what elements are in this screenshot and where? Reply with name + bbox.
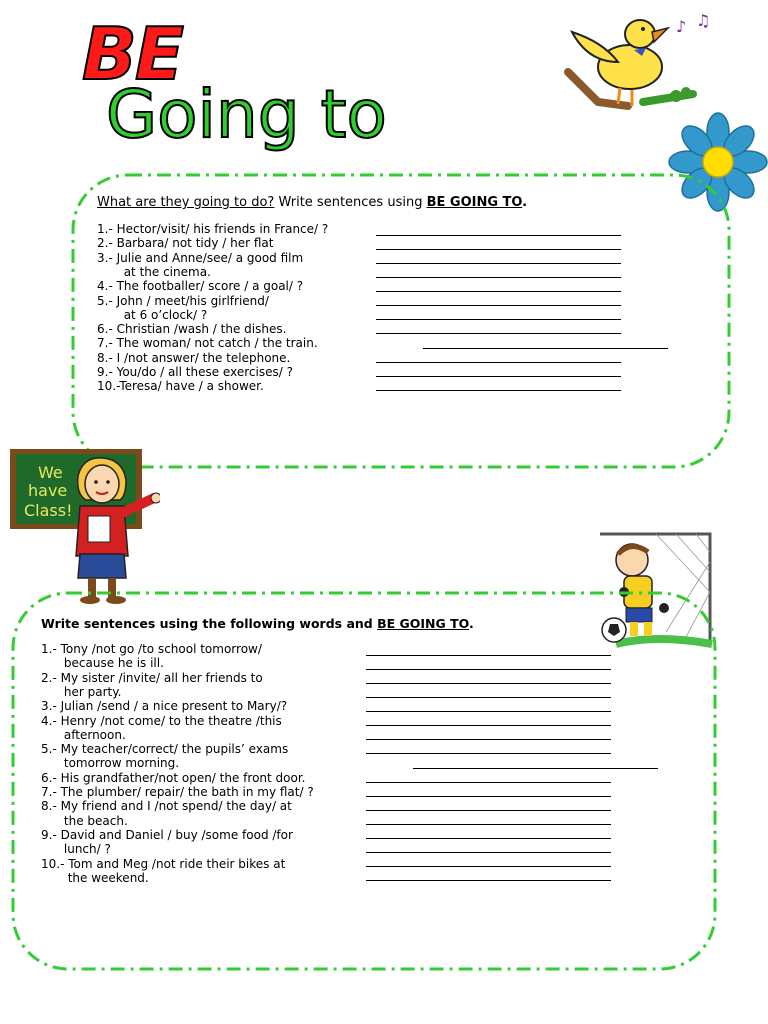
exercise2-item-7: 7.- The plumber/ repair/ the bath in my flat/ ? bbox=[41, 785, 314, 799]
exercise2-item-2b: her party. bbox=[41, 684, 122, 699]
exercise2-instruction-text: Write sentences using the following words and bbox=[41, 616, 378, 631]
exercise2-item-4: 4.- Henry /not come/ to the theatre /this bbox=[41, 713, 282, 728]
exercise1-item-3: 3.- Julie and Anne/see/ a good film bbox=[97, 250, 304, 265]
title-going-to: Going to bbox=[106, 76, 387, 153]
answer-line[interactable] bbox=[366, 824, 611, 825]
chalkboard-line3: Class! bbox=[24, 501, 73, 520]
exercise2-item-1b: because he is ill. bbox=[41, 656, 164, 671]
answer-line[interactable] bbox=[366, 753, 611, 754]
answer-line[interactable] bbox=[366, 782, 611, 783]
exercise2-item-8: 8.- My friend and I /not spend/ the day/ at bbox=[41, 799, 292, 814]
exercise2-be-going-to: BE GOING TO bbox=[377, 616, 470, 631]
answer-line[interactable] bbox=[423, 348, 668, 349]
exercise2-item-5: 5.- My teacher/correct/ the pupils’ exams bbox=[41, 742, 289, 757]
exercise1-item-5b: at 6 o’clock/ ? bbox=[97, 307, 208, 322]
answer-line[interactable] bbox=[376, 249, 621, 250]
answer-line[interactable] bbox=[366, 725, 611, 726]
title-be: BE bbox=[82, 12, 183, 96]
exercise1-item-9: 9.- You/do / all these exercises/ ? bbox=[97, 365, 293, 379]
exercise1-period: . bbox=[522, 195, 528, 210]
exercise1-item-1: 1.- Hector/visit/ his friends in France/ ? bbox=[97, 222, 329, 236]
exercise2-item-6: 6.- His grandfather/not open/ the front door. bbox=[41, 770, 306, 785]
exercise2-item-8b: the beach. bbox=[41, 813, 128, 828]
answer-line[interactable] bbox=[366, 810, 611, 811]
answer-line[interactable] bbox=[366, 796, 611, 797]
answer-line[interactable] bbox=[376, 263, 621, 264]
answer-line[interactable] bbox=[376, 390, 621, 391]
answer-line[interactable] bbox=[366, 880, 611, 881]
teacher-icon bbox=[8, 446, 160, 606]
exercise1-item-4: 4.- The footballer/ score / a goal/ ? bbox=[97, 279, 304, 294]
exercise1-question: What are they going to do? bbox=[97, 195, 275, 210]
svg-text:♫: ♫ bbox=[696, 12, 711, 30]
exercise1-item-5: 5.- John / meet/his girlfriend/ bbox=[97, 293, 269, 308]
answer-line[interactable] bbox=[376, 235, 621, 236]
chalkboard-line2: have bbox=[28, 481, 68, 500]
answer-line[interactable] bbox=[376, 291, 621, 292]
exercise2-item-10b: the weekend. bbox=[41, 870, 149, 885]
exercise2-item-3: 3.- Julian /send / a nice present to Mary/? bbox=[41, 699, 288, 714]
svg-text:♪: ♪ bbox=[676, 17, 687, 36]
bird-icon bbox=[558, 12, 720, 112]
exercise2-item-9b: lunch/ ? bbox=[41, 842, 111, 857]
exercise1-item-8: 8.- I /not answer/ the telephone. bbox=[97, 350, 291, 365]
answer-line[interactable] bbox=[376, 333, 621, 334]
exercise2-period: . bbox=[469, 616, 474, 631]
answer-line[interactable] bbox=[366, 697, 611, 698]
exercise1-item-6: 6.- Christian /wash / the dishes. bbox=[97, 322, 287, 337]
answer-line[interactable] bbox=[366, 838, 611, 839]
exercise1-instruction-text: Write sentences using bbox=[274, 195, 427, 210]
answer-line[interactable] bbox=[376, 319, 621, 320]
answer-line[interactable] bbox=[366, 739, 611, 740]
answer-line[interactable] bbox=[366, 669, 611, 670]
exercise2-item-10: 10.- Tom and Meg /not ride their bikes at bbox=[41, 856, 286, 871]
answer-line[interactable] bbox=[376, 362, 621, 363]
answer-line[interactable] bbox=[366, 683, 611, 684]
answer-line[interactable] bbox=[376, 277, 621, 278]
answer-line[interactable] bbox=[366, 866, 611, 867]
exercise2-instruction bbox=[41, 616, 474, 631]
answer-line[interactable] bbox=[376, 305, 621, 306]
exercise2-item-4b: afternoon. bbox=[41, 727, 126, 742]
exercise1-instruction bbox=[97, 195, 527, 210]
chalkboard-line1: We bbox=[38, 463, 63, 482]
answer-line[interactable] bbox=[376, 376, 621, 377]
answer-line[interactable] bbox=[413, 768, 658, 769]
answer-line[interactable] bbox=[366, 655, 611, 656]
answer-line[interactable] bbox=[366, 852, 611, 853]
exercise1-item-2: 2.- Barbara/ not tidy / her flat bbox=[97, 236, 274, 251]
exercise2-item-9: 9.- David and Daniel / buy /some food /for bbox=[41, 827, 293, 842]
exercise1-item-7: 7.- The woman/ not catch / the train. bbox=[97, 336, 318, 351]
exercise1-item-3b: at the cinema. bbox=[97, 264, 211, 279]
exercise2-item-1: 1.- Tony /not go /to school tomorrow/ bbox=[41, 642, 262, 656]
exercise2-item-5b: tomorrow morning. bbox=[41, 756, 180, 771]
exercise1-item-10: 10.-Teresa/ have / a shower. bbox=[97, 379, 264, 394]
exercise2-item-2: 2.- My sister /invite/ all her friends to bbox=[41, 670, 263, 685]
answer-line[interactable] bbox=[366, 711, 611, 712]
exercise1-be-going-to: BE GOING TO bbox=[426, 195, 523, 210]
